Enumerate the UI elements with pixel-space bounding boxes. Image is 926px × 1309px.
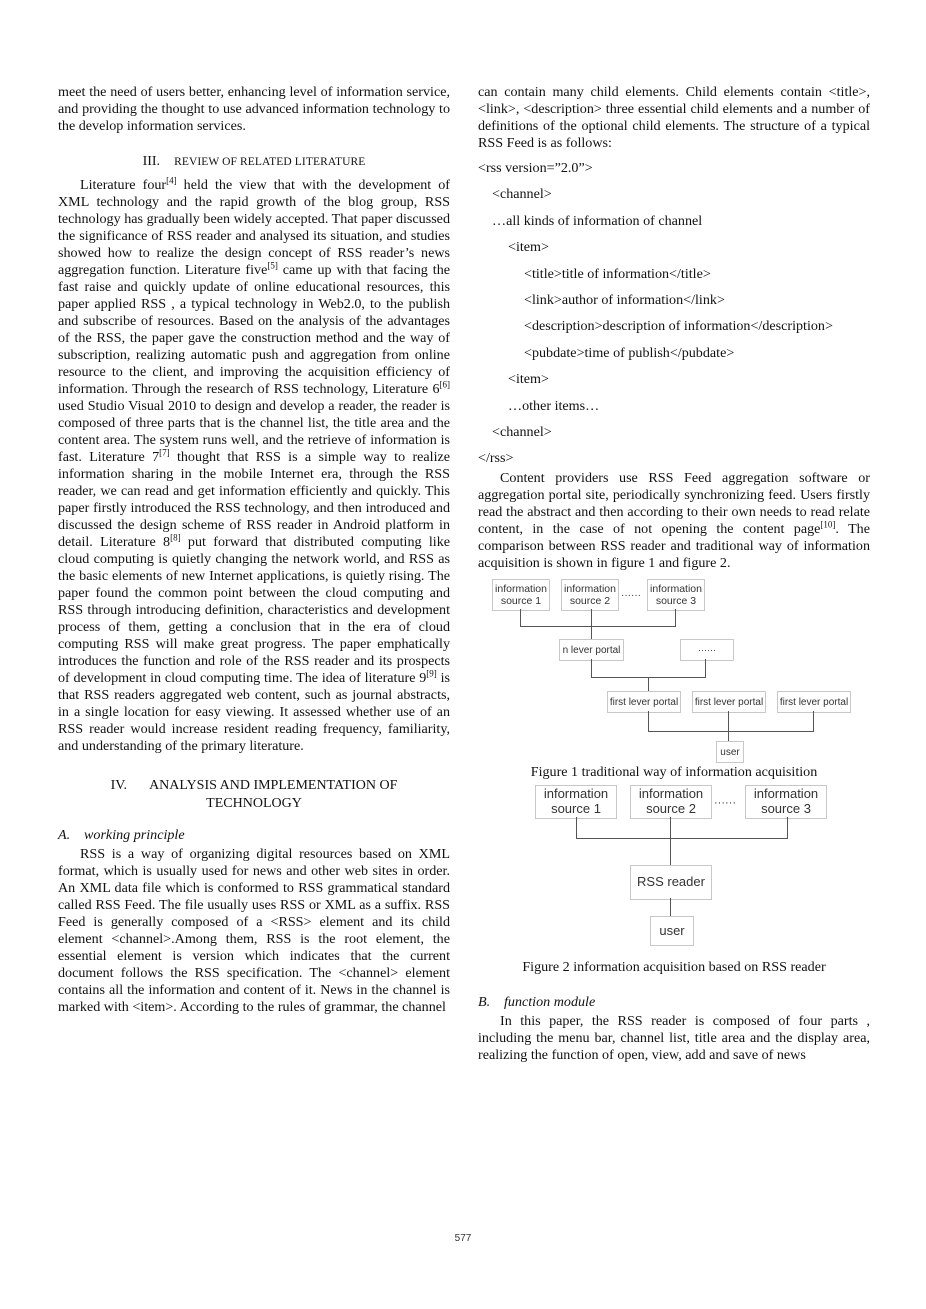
connector-line	[591, 609, 592, 639]
code-line: <channel>	[492, 186, 552, 203]
information-source-2-box: information source 2	[630, 785, 712, 819]
code-line: <channel>	[492, 423, 552, 440]
code-line: …all kinds of information of channel	[492, 212, 703, 229]
user-box: user	[716, 741, 744, 763]
section-number: IV.	[110, 778, 128, 793]
subsection-heading-a: A. working principle	[58, 827, 185, 843]
information-source-1-box: information source 1	[492, 579, 550, 611]
connector-line	[670, 817, 671, 865]
figure-2-diagram	[478, 783, 870, 949]
section-title: REVIEW OF RELATED LITERATURE	[174, 156, 366, 168]
working-principle-paragraph: RSS is a way of organizing digital resources based on XML format, which is usually used for news and other web sites in order. An XML data file which is conformed to RSS grammatical standard called RSS Feed. The file usually uses RSS or XML as a suffix. RSS Feed is generally composed of a <RSS> element and its child element <channel>.Among them, RSS is the root element, the essential element is version which indicates that the current document follows the RSS specification. The <channel> element contains all the information and content of it. News in the channel is marked with <item>. According to the rules of grammar, the channel	[58, 846, 450, 1015]
section-heading-3	[58, 153, 450, 171]
information-source-2-box: information source 2	[561, 579, 619, 611]
figure-2-caption: Figure 2 information acquisition based on RSS reader	[522, 959, 826, 976]
code-line: …other items…	[508, 397, 600, 414]
function-module-paragraph: In this paper, the RSS reader is composed of four parts , including the menu bar, channel list, title area and the display area, realizing the function of open, view, add and save of news	[478, 1013, 870, 1064]
code-line: <title>title of information</title>	[524, 265, 711, 282]
citation-7: [7]	[159, 447, 170, 458]
information-source-1-box: information source 1	[535, 785, 617, 819]
connector-line	[728, 711, 729, 741]
other-portal-box: ······	[680, 639, 734, 661]
rss-reader-box: RSS reader	[630, 865, 712, 900]
connector-line	[648, 677, 649, 691]
connector-line	[675, 609, 676, 626]
connector-line	[787, 817, 788, 838]
user-box: user	[650, 916, 694, 946]
citation-8: [8]	[170, 532, 181, 543]
connector-line	[576, 838, 788, 839]
literature-review-paragraph: Literature four[4] held the view that with the development of XML technology and the rapid growth of the blog group, RSS technology has gradually been widely accepted. That paper discussed the significance of RSS reader and analysed its situation, and studies showed how to realize the design concept of RSS reader’s news aggregation function. Literature five[5] came up with that facing the fast raise and quickly update of online educational resources, this paper applied RSS , a typical technology in Web2.0, to the publish and subscribe of resources. Based on the analysis of the advantages of the RSS, the paper gave the construction method and the way of subscription, realizing automatic push and aggregation from online resource to the client, and improving the acquisition efficiency of information. Through the research of RSS technology, Literature 6[6] used Studio Visual 2010 to design and develop a reader, the reader is composed of three parts that is the channel list, the title area and the content area. The system runs well, and the retrieve of information is fast. Literature 7[7] thought that RSS is a simple way to realize information sharing in the mobile Internet era, through the RSS reader, we can read and get information efficiently and quickly. This paper firstly introduced the RSS technology, and then introduced and discussed the design scheme of RSS reader in Android platform in detail. Literature 8[8] put forward that distributed computing like cloud computing is quietly changing the network world, and RSS as the basic elements of new Internet applications, is quietly rising. The paper found the common point between the cloud computing and RSS through introducing definition, characteristics and development process of them, getting a conclusion that in the era of cloud computing RSS will make great progress. The paper emphatically introduces the function and role of the RSS reader and its prospects of development in cloud computing time. The idea of literature 9[9] is that RSS readers aggregated web content, such as journal abstracts, in a single location for easy viewing. It assessed whether use of an RSS reader would increase resident reading frequency, familiarity, and understanding of the primary literature.	[58, 175, 451, 754]
code-line: <description>description of information</description>	[524, 318, 833, 335]
left-column	[58, 84, 450, 1016]
first-lever-portal-box: first lever portal	[692, 691, 766, 713]
citation-4: [4]	[166, 175, 177, 186]
figure-1-caption: Figure 1 traditional way of information acquisition	[530, 764, 818, 781]
connector-line	[648, 731, 814, 732]
information-source-3-box: information source 3	[647, 579, 705, 611]
connector-line	[670, 898, 671, 916]
figure-1-diagram	[478, 578, 870, 762]
citation-10: [10]	[820, 519, 836, 530]
code-line: <item>	[508, 239, 549, 256]
code-line: <link>author of information</link>	[524, 291, 725, 308]
section-title-line1: ANALYSIS AND IMPLEMENTATION OF	[149, 778, 398, 793]
n-lever-portal-box: n lever portal	[559, 639, 624, 661]
section-number: III.	[142, 154, 161, 169]
connector-line	[591, 659, 592, 677]
section-title-line2: TECHNOLOGY	[206, 796, 302, 811]
ellipsis: ······	[621, 590, 641, 602]
rss-feed-structure	[478, 160, 870, 470]
connector-line	[813, 711, 814, 731]
first-lever-portal-box: first lever portal	[607, 691, 681, 713]
information-source-3-box: information source 3	[745, 785, 827, 819]
page-number: 577	[454, 1233, 472, 1244]
connector-line	[576, 817, 577, 838]
ellipsis: ······	[714, 797, 736, 810]
right-column	[478, 84, 870, 1064]
code-line: </rss>	[478, 450, 514, 467]
citation-6: [6]	[439, 379, 450, 390]
connector-line	[648, 711, 649, 731]
first-lever-portal-box: first lever portal	[777, 691, 851, 713]
citation-5: [5]	[267, 260, 278, 271]
code-line: <item>	[508, 371, 549, 388]
subsection-heading-b: B. function module	[478, 994, 596, 1011]
continuation-paragraph: can contain many child elements. Child elements contain <title>, <link>, <description> three essential child elements and a number of definitions of the optional child elements. The structure of a typical RSS Feed is as follows:	[478, 84, 870, 151]
connector-line	[520, 626, 676, 627]
intro-paragraph: meet the need of users better, enhancing level of information service, and providing the thought to use advanced information technology to the develop information services.	[58, 84, 450, 134]
section-heading-4	[58, 777, 450, 813]
connector-line	[705, 659, 706, 677]
code-line: <pubdate>time of publish</pubdate>	[524, 344, 735, 361]
connector-line	[520, 609, 521, 626]
content-providers-paragraph: Content providers use RSS Feed aggregation software or aggregation portal site, periodically synchronizing feed. Users firstly read the abstract and then according to their own needs to read relate content, in the case of not opening the content page[10]. The comparison between RSS reader and traditional way of information acquisition is shown in figure 1 and figure 2.	[478, 470, 870, 572]
citation-9: [9]	[426, 668, 437, 679]
code-line: <rss version=”2.0”>	[478, 160, 593, 176]
